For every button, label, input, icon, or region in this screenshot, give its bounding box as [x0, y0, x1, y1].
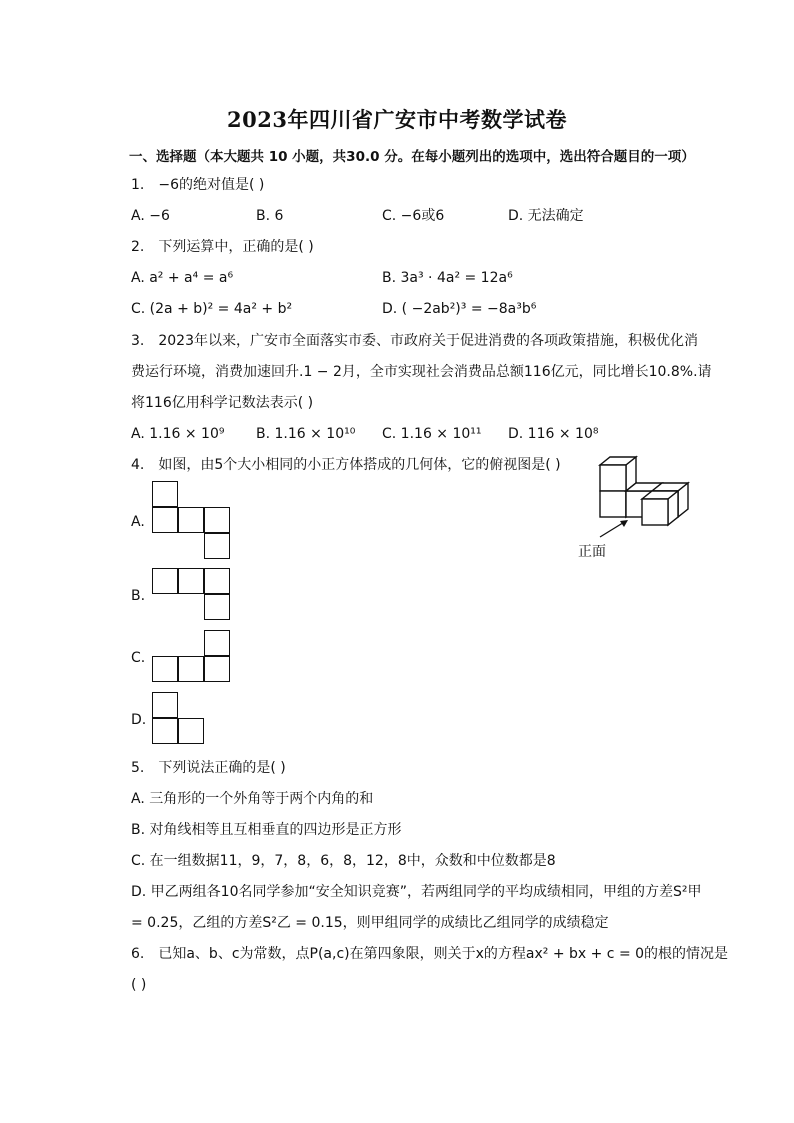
option-c-top-view-figure: [152, 630, 232, 684]
page-title: 2023年四川省广安市中考数学试卷: [227, 107, 567, 132]
question-5-option-b: B. 对角线相等且互相垂直的四边形是正方形: [131, 822, 402, 838]
question-5-stem: 5. 下列说法正确的是( ): [131, 760, 286, 776]
question-2-option-a: A. a² + a⁴ = a⁶: [131, 270, 234, 286]
question-5-option-a: A. 三角形的一个外角等于两个内角的和: [131, 791, 374, 807]
question-1-stem: 1. −6的绝对值是( ): [131, 177, 265, 193]
question-4-option-c: C.: [131, 650, 146, 666]
question-5-option-c: C. 在一组数据11，9，7，8，6，8，12，8中，众数和中位数都是8: [131, 853, 556, 869]
question-3-option-c: C. 1.16 × 10¹¹: [382, 426, 482, 442]
section-heading: 一、选择题（本大题共 10 小题，共30.0 分。在每小题列出的选项中，选出符合题目的一项）: [129, 149, 695, 165]
question-3-option-a: A. 1.16 × 10⁹: [131, 426, 225, 442]
question-5-option-d-line-1: D. 甲乙两组各10名同学参加“安全知识竞赛”，若两组同学的平均成绩相同，甲组的方差S²甲: [131, 884, 702, 900]
question-4-option-b: B.: [131, 588, 146, 604]
question-4-option-a: A.: [131, 514, 145, 530]
question-6-line-1: 6. 已知a、b、c为常数，点P(a,c)在第四象限，则关于x的方程ax² + bx + c = 0的根的情况是: [131, 946, 729, 962]
question-3-option-d: D. 116 × 10⁸: [508, 426, 599, 442]
question-2-option-c: C. (2a + b)² = 4a² + b²: [131, 301, 293, 317]
question-5-option-d-line-2: = 0.25，乙组的方差S²乙 = 0.15，则甲组同学的成绩比乙组同学的成绩稳定: [131, 915, 609, 931]
question-3-line-2: 费运行环境，消费加速回升.1 − 2月，全市实现社会消费品总额116亿元，同比增长10.8%.请: [131, 364, 712, 380]
question-3-line-1: 3. 2023年以来，广安市全面落实市委、市政府关于促进消费的各项政策措施，积极优化消: [131, 333, 698, 349]
question-4-option-d: D.: [131, 712, 147, 728]
question-1-option-a: A. −6: [131, 208, 170, 224]
question-3-option-b: B. 1.16 × 10¹⁰: [256, 426, 356, 442]
front-label: 正面: [578, 544, 606, 560]
question-2-stem: 2. 下列运算中，正确的是( ): [131, 239, 314, 255]
option-d-top-view-figure: [152, 692, 208, 746]
option-b-top-view-figure: [152, 568, 232, 622]
question-4-stem: 4. 如图，由5个大小相同的小正方体搭成的几何体，它的俯视图是( ): [131, 457, 561, 473]
question-1-option-c: C. −6或6: [382, 208, 445, 224]
question-3-line-3: 将116亿用科学记数法表示( ): [131, 395, 314, 411]
option-a-top-view-figure: [152, 481, 232, 561]
question-1-option-b: B. 6: [256, 208, 284, 224]
question-1-option-d: D. 无法确定: [508, 208, 584, 224]
question-6-line-2: ( ): [131, 977, 147, 993]
question-2-option-b: B. 3a³ · 4a² = 12a⁶: [382, 270, 513, 286]
question-2-option-d: D. ( −2ab²)³ = −8a³b⁶: [382, 301, 537, 317]
